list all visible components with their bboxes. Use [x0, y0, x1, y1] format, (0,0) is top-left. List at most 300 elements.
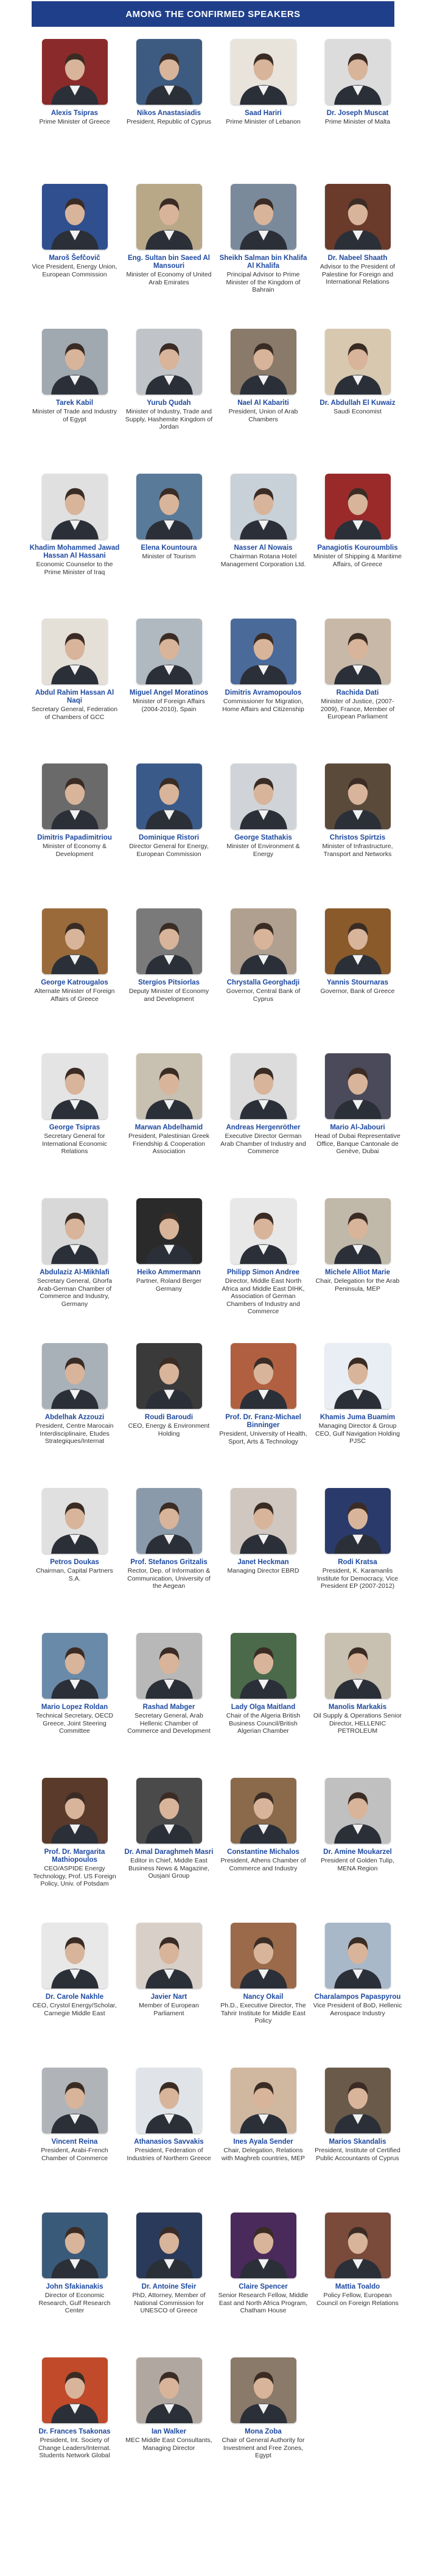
- speaker-photo: [231, 474, 296, 539]
- speaker-name: Mario Lopez Roldan: [41, 1704, 108, 1711]
- speaker-title: Chairman, Capital Partners S.A.: [36, 1567, 113, 1582]
- speaker-title: President of Golden Tulip, MENA Region: [321, 1857, 394, 1872]
- speaker-card: [122, 1778, 216, 1923]
- speaker-title: Member of European Parliament: [139, 2002, 199, 2017]
- speaker-title: Prime Minister of Lebanon: [226, 118, 301, 125]
- speaker-card: [310, 908, 405, 1053]
- speaker-card: [27, 1923, 122, 2068]
- portrait-silhouette-icon: [136, 474, 202, 539]
- portrait-silhouette-icon: [136, 2357, 202, 2423]
- speaker-name: Athanasios Savvakis: [134, 2138, 204, 2146]
- portrait-silhouette-icon: [325, 763, 391, 829]
- portrait-silhouette-icon: [231, 184, 296, 250]
- speaker-name: Andreas Hergenröther: [226, 1124, 301, 1131]
- portrait-silhouette-icon: [42, 2213, 108, 2278]
- speaker-title: Commissioner for Migration, Home Affairs and Citizenship: [222, 698, 304, 713]
- speaker-photo: [325, 763, 391, 829]
- speaker-photo: [42, 1053, 108, 1119]
- speaker-photo: [42, 1198, 108, 1264]
- speaker-card: [310, 2213, 405, 2357]
- speaker-name: Dr. Frances Tsakonas: [38, 2428, 111, 2435]
- speaker-photo: [231, 1923, 296, 1988]
- portrait-silhouette-icon: [136, 184, 202, 250]
- speaker-card: [27, 1633, 122, 1778]
- speaker-card: [27, 39, 122, 184]
- speaker-card: [216, 329, 310, 474]
- speaker-title: President, Federation of Industries of Northern Greece: [127, 2147, 211, 2162]
- speaker-name: Rashad Mabger: [142, 1704, 195, 1711]
- portrait-silhouette-icon: [231, 1633, 296, 1699]
- speaker-photo: [42, 763, 108, 829]
- portrait-silhouette-icon: [42, 329, 108, 395]
- speaker-photo: [42, 1923, 108, 1988]
- portrait-silhouette-icon: [136, 2213, 202, 2278]
- speaker-title: CEO, Energy & Environment Holding: [128, 1422, 210, 1437]
- portrait-silhouette-icon: [325, 1778, 391, 1844]
- speaker-card: [122, 1198, 216, 1343]
- portrait-silhouette-icon: [42, 1343, 108, 1409]
- speaker-photo: [136, 1053, 202, 1119]
- portrait-silhouette-icon: [42, 2357, 108, 2423]
- speaker-photo: [231, 619, 296, 684]
- speaker-name: Dr. Amine Moukarzel: [323, 1848, 392, 1856]
- speaker-card: [122, 619, 216, 763]
- speaker-photo: [325, 474, 391, 539]
- speaker-name: Yannis Stournaras: [327, 979, 388, 986]
- speaker-title: Chair of the Algeria British Business Council/British Algerian Chamber: [226, 1712, 301, 1735]
- speaker-name: Janet Heckman: [237, 1559, 289, 1566]
- speaker-title: Secretary General for International Economic Relations: [42, 1132, 107, 1155]
- speaker-name: Mona Zoba: [245, 2428, 282, 2435]
- speaker-title: President, Republic of Cyprus: [127, 118, 211, 125]
- speaker-name: George Katrougalos: [41, 979, 108, 986]
- speaker-photo: [231, 908, 296, 974]
- speaker-name: Abdul Rahim Hassan Al Naqi: [35, 689, 114, 704]
- portrait-silhouette-icon: [231, 763, 296, 829]
- speaker-name: Yurub Qudah: [147, 399, 191, 407]
- portrait-silhouette-icon: [136, 908, 202, 974]
- speaker-title: Prime Minister of Malta: [324, 118, 391, 125]
- portrait-silhouette-icon: [231, 619, 296, 684]
- speaker-name: Claire Spencer: [239, 2283, 288, 2290]
- portrait-silhouette-icon: [136, 1053, 202, 1119]
- speaker-title: Governor, Central Bank of Cyprus: [226, 988, 301, 1003]
- speaker-photo: [325, 2213, 391, 2278]
- portrait-silhouette-icon: [231, 2213, 296, 2278]
- speaker-title: President, Athens Chamber of Commerce and Industry: [220, 1857, 306, 1872]
- speaker-photo: [325, 329, 391, 395]
- speaker-card: [122, 39, 216, 184]
- speaker-card: [310, 184, 405, 329]
- speaker-card: [310, 329, 405, 474]
- speaker-title: Deputy Minister of Economy and Development: [128, 988, 209, 1003]
- speaker-photo: [231, 2068, 296, 2133]
- speaker-title: PhD, Attorney, Member of National Commission for UNESCO of Greece: [132, 2292, 206, 2314]
- speaker-card: [27, 184, 122, 329]
- speaker-name: John Sfakianakis: [46, 2283, 103, 2290]
- speaker-name: Abdulaziz Al-Mikhlafi: [40, 1269, 110, 1276]
- speaker-name: Nikos Anastasiadis: [136, 110, 201, 117]
- speaker-card: [310, 1778, 405, 1923]
- speaker-title: Executive Director German Arab Chamber of Industry and Commerce: [220, 1132, 306, 1155]
- speaker-title: CEO, Crystol Energy/Scholar, Carnegie Middle East: [32, 2002, 117, 2017]
- speaker-photo: [325, 1778, 391, 1844]
- speaker-card: [122, 474, 216, 619]
- speaker-card: [310, 1633, 405, 1778]
- speaker-photo: [136, 1778, 202, 1844]
- speaker-title: Chair, Delegation, Relations with Maghreb countries, MEP: [221, 2147, 306, 2162]
- speaker-card: [310, 1923, 405, 2068]
- speaker-photo: [231, 1778, 296, 1844]
- portrait-silhouette-icon: [325, 1488, 391, 1554]
- speaker-title: Head of Dubai Representative Office, Banque Cantonale de Genève, Dubai: [315, 1132, 400, 1155]
- portrait-silhouette-icon: [325, 619, 391, 684]
- portrait-silhouette-icon: [136, 1778, 202, 1844]
- speaker-card: [27, 2357, 122, 2502]
- speaker-card: [216, 2213, 310, 2357]
- speaker-card: [122, 1488, 216, 1633]
- speaker-photo: [231, 184, 296, 250]
- speaker-card: [122, 1633, 216, 1778]
- speaker-name: Tarek Kabil: [55, 399, 94, 407]
- speaker-title: Ph.D., Executive Director, The Tahrir Institute for Middle East Policy: [220, 2002, 306, 2024]
- speaker-title: President, Palestinian Greek Friendship & Cooperation Association: [128, 1132, 210, 1155]
- speaker-title: Chairman Rotana Hotel Management Corporation Ltd.: [220, 553, 306, 568]
- speaker-card: [122, 908, 216, 1053]
- portrait-silhouette-icon: [136, 2068, 202, 2133]
- speaker-photo: [231, 1488, 296, 1554]
- speaker-name: Elena Kountoura: [141, 544, 197, 552]
- speaker-name: Khadim Mohammed Jawad Hassan Al Hassani: [29, 544, 120, 560]
- speaker-photo: [136, 474, 202, 539]
- portrait-silhouette-icon: [325, 1343, 391, 1409]
- speaker-photo: [231, 2357, 296, 2423]
- speaker-card: [310, 1198, 405, 1343]
- speaker-name: Petros Doukas: [50, 1559, 99, 1566]
- speaker-photo: [136, 1633, 202, 1699]
- speaker-name: Stergios Pitsiorlas: [138, 979, 200, 986]
- speaker-name: Prof. Dr. Franz-Michael Binninger: [225, 1414, 301, 1429]
- speaker-photo: [325, 184, 391, 250]
- speaker-name: Nael Al Kabariti: [237, 399, 289, 407]
- speaker-title: Minister of Tourism: [142, 553, 196, 560]
- speaker-name: Mario Al-Jabouri: [330, 1124, 385, 1131]
- speaker-photo: [136, 1923, 202, 1988]
- portrait-silhouette-icon: [231, 1923, 296, 1988]
- portrait-silhouette-icon: [42, 1923, 108, 1988]
- speaker-title: Chair of General Authority for Investment and Free Zones, Egypt: [222, 2437, 305, 2459]
- speaker-card: [216, 1488, 310, 1633]
- speaker-card: [27, 908, 122, 1053]
- portrait-silhouette-icon: [136, 1488, 202, 1554]
- speaker-title: Advisor to the President of Palestine for Foreign and International Relations: [320, 263, 396, 286]
- speaker-photo: [231, 329, 296, 395]
- speaker-title: President, Institute of Certified Public Accountants of Cyprus: [315, 2147, 400, 2162]
- portrait-silhouette-icon: [325, 184, 391, 250]
- speaker-title: Vice President, Energy Union, European Commission: [32, 263, 117, 278]
- speaker-title: President, Union of Arab Chambers: [228, 408, 298, 423]
- speaker-card: [216, 619, 310, 763]
- portrait-silhouette-icon: [325, 1198, 391, 1264]
- speaker-card: [216, 474, 310, 619]
- speaker-card: [27, 2213, 122, 2357]
- speaker-photo: [136, 1488, 202, 1554]
- speaker-photo: [136, 1198, 202, 1264]
- speaker-card: [310, 1488, 405, 1633]
- speaker-title: Minister of Industry, Trade and Supply, Hashemite Kingdom of Jordan: [125, 408, 213, 430]
- speaker-card: [216, 2357, 310, 2502]
- speaker-name: Alexis Tsipras: [51, 110, 99, 117]
- speaker-card: [216, 39, 310, 184]
- speaker-photo: [136, 2068, 202, 2133]
- speaker-name: Mattia Toaldo: [335, 2283, 380, 2290]
- speaker-name: Dr. Antoine Sfeir: [141, 2283, 197, 2290]
- speaker-photo: [136, 908, 202, 974]
- speaker-card: [310, 2068, 405, 2213]
- speaker-photo: [42, 1633, 108, 1699]
- portrait-silhouette-icon: [42, 1053, 108, 1119]
- speaker-title: President, Int. Society of Change Leaders/Internat. Students Network Global: [38, 2437, 111, 2459]
- speaker-photo: [42, 908, 108, 974]
- speaker-title: Director of Economic Research, Gulf Research Center: [38, 2292, 111, 2314]
- speaker-card: [27, 1488, 122, 1633]
- speaker-card: [216, 763, 310, 908]
- speaker-title: President, University of Health, Sport, Arts & Technology: [219, 1430, 307, 1445]
- speaker-photo: [42, 1343, 108, 1409]
- speaker-photo: [231, 1198, 296, 1264]
- speaker-photo: [231, 1343, 296, 1409]
- speaker-title: Secretary General, Ghorfa Arab-German Chamber of Commerce and Industry, Germany: [37, 1277, 113, 1308]
- portrait-silhouette-icon: [42, 763, 108, 829]
- speaker-name: Dr. Abdullah El Kuwaiz: [320, 399, 396, 407]
- speaker-photo: [325, 1488, 391, 1554]
- portrait-silhouette-icon: [136, 619, 202, 684]
- speaker-card: [122, 2068, 216, 2213]
- portrait-silhouette-icon: [231, 908, 296, 974]
- portrait-silhouette-icon: [325, 1633, 391, 1699]
- portrait-silhouette-icon: [136, 1198, 202, 1264]
- speaker-photo: [325, 1343, 391, 1409]
- speaker-card: [27, 1198, 122, 1343]
- speaker-photo: [42, 1778, 108, 1844]
- speaker-card: [27, 1053, 122, 1198]
- speaker-name: Eng. Sultan bin Saeed Al Mansouri: [127, 254, 211, 270]
- speaker-name: Dimitris Avramopoulos: [225, 689, 302, 697]
- portrait-silhouette-icon: [231, 2068, 296, 2133]
- portrait-silhouette-icon: [231, 39, 296, 105]
- speaker-title: Policy Fellow, European Council on Foreign Relations: [316, 2292, 399, 2307]
- speaker-card: [310, 1053, 405, 1198]
- speaker-title: Minister of Environment & Energy: [226, 843, 300, 858]
- speaker-title: MEC Middle East Consultants, Managing Director: [125, 2437, 212, 2452]
- speaker-name: Nancy Okail: [243, 1993, 284, 2001]
- speaker-card: [310, 1343, 405, 1488]
- portrait-silhouette-icon: [231, 1488, 296, 1554]
- speaker-card: [27, 763, 122, 908]
- speaker-photo: [231, 39, 296, 105]
- speaker-card: [122, 1053, 216, 1198]
- speaker-name: Rachida Dati: [336, 689, 379, 697]
- speaker-photo: [231, 1633, 296, 1699]
- speaker-card: [310, 619, 405, 763]
- speaker-card: [216, 1633, 310, 1778]
- speaker-card: [122, 1923, 216, 2068]
- portrait-silhouette-icon: [325, 329, 391, 395]
- speaker-photo: [325, 1198, 391, 1264]
- speaker-name: Dr. Amal Daraghmeh Masri: [124, 1848, 214, 1856]
- speaker-title: Alternate Minister of Foreign Affairs of Greece: [34, 988, 115, 1003]
- portrait-silhouette-icon: [325, 39, 391, 105]
- speaker-card: [27, 329, 122, 474]
- speaker-grid: [27, 39, 405, 2502]
- speaker-name: Ines Ayala Sender: [233, 2138, 293, 2146]
- speaker-name: Heiko Ammermann: [137, 1269, 201, 1276]
- speaker-name: Chrystalla Georghadji: [226, 979, 300, 986]
- portrait-silhouette-icon: [325, 1923, 391, 1988]
- speaker-title: Minister of Shipping & Maritime Affairs, of Greece: [313, 553, 402, 568]
- portrait-silhouette-icon: [136, 1923, 202, 1988]
- speaker-name: Philipp Simon Andree: [226, 1269, 300, 1276]
- portrait-silhouette-icon: [42, 474, 108, 539]
- speaker-name: Rodi Kratsa: [338, 1559, 377, 1566]
- speaker-card: [216, 908, 310, 1053]
- speaker-photo: [325, 39, 391, 105]
- speaker-name: Panagiotis Kouroumblis: [317, 544, 398, 552]
- speaker-title: Minister of Economy & Development: [42, 843, 107, 858]
- speaker-photo: [231, 2213, 296, 2278]
- portrait-silhouette-icon: [136, 329, 202, 395]
- speaker-title: Director General for Energy, European Commission: [129, 843, 209, 858]
- portrait-silhouette-icon: [42, 1633, 108, 1699]
- speaker-title: Vice President of BoD, Hellenic Aerospace Industry: [313, 2002, 402, 2017]
- speaker-card: [216, 184, 310, 329]
- speaker-card: [216, 2068, 310, 2213]
- speaker-title: Partner, Roland Berger Germany: [136, 1277, 202, 1293]
- speaker-title: Minister of Infrastructure, Transport and Networks: [322, 843, 393, 858]
- speaker-photo: [42, 2357, 108, 2423]
- speaker-photo: [136, 329, 202, 395]
- speaker-photo: [42, 619, 108, 684]
- speaker-title: Editor in Chief, Middle East Business News & Magazine, Ousjani Group: [128, 1857, 210, 1879]
- speaker-name: Dominique Ristori: [138, 834, 200, 841]
- speaker-photo: [42, 474, 108, 539]
- speaker-photo: [325, 908, 391, 974]
- speaker-title: Director, Middle East North Africa and Middle East DIHK, Association of German Chambers of Industry and Commerce: [222, 1277, 305, 1315]
- speaker-name: Lady Olga Maitland: [231, 1704, 296, 1711]
- speaker-name: Constantine Michalos: [227, 1848, 299, 1856]
- speaker-photo: [231, 1053, 296, 1119]
- speaker-name: George Stathakis: [234, 834, 292, 841]
- portrait-silhouette-icon: [231, 1053, 296, 1119]
- speaker-name: Dimitris Papadimitriou: [37, 834, 112, 841]
- speaker-name: Christos Spirtzis: [329, 834, 386, 841]
- portrait-silhouette-icon: [42, 2068, 108, 2133]
- speaker-name: Dr. Nabeel Shaath: [327, 254, 388, 262]
- speaker-card: [310, 39, 405, 184]
- speaker-photo: [325, 2068, 391, 2133]
- speaker-card: [310, 474, 405, 619]
- speaker-title: Secretary General, Federation of Chambers of GCC: [31, 706, 118, 721]
- speaker-title: President, Centre Marocain Interdisciplinaire, Etudes Strategiques/Internat: [35, 1422, 114, 1445]
- speaker-card: [216, 1198, 310, 1343]
- speaker-photo: [42, 2068, 108, 2133]
- speaker-card: [27, 619, 122, 763]
- speaker-name: Ian Walker: [151, 2428, 187, 2435]
- speaker-photo: [42, 184, 108, 250]
- speaker-title: President, K. Karamanlis Institute for Democracy, Vice President EP (2007-2012): [316, 1567, 399, 1590]
- portrait-silhouette-icon: [325, 474, 391, 539]
- speaker-title: Economic Counselor to the Prime Minister of Iraq: [36, 561, 113, 576]
- speaker-card: [27, 1343, 122, 1488]
- speaker-photo: [136, 39, 202, 105]
- speaker-title: Managing Director EBRD: [227, 1567, 299, 1574]
- speaker-photo: [136, 2357, 202, 2423]
- speaker-name: Dr. Carole Nakhle: [45, 1993, 104, 2001]
- speaker-card: [122, 329, 216, 474]
- portrait-silhouette-icon: [136, 1633, 202, 1699]
- speaker-card: [122, 184, 216, 329]
- portrait-silhouette-icon: [42, 619, 108, 684]
- speaker-name: Javier Nart: [150, 1993, 187, 2001]
- speaker-card: [122, 2357, 216, 2502]
- portrait-silhouette-icon: [42, 908, 108, 974]
- speaker-title: Principal Advisor to Prime Minister of the Kingdom of Bahrain: [226, 271, 301, 293]
- speaker-name: Roudi Baroudi: [144, 1414, 194, 1421]
- speaker-title: Chair, Delegation for the Arab Peninsula, MEP: [315, 1277, 400, 1293]
- speaker-title: Minister of Foreign Affairs (2004-2010), Spain: [133, 698, 205, 713]
- speaker-card: [122, 2213, 216, 2357]
- portrait-silhouette-icon: [42, 1198, 108, 1264]
- speaker-photo: [136, 2213, 202, 2278]
- portrait-silhouette-icon: [42, 184, 108, 250]
- speaker-photo: [136, 619, 202, 684]
- speaker-name: Manolis Markakis: [328, 1704, 387, 1711]
- speaker-title: CEO/ASPIDE Energy Technology, Prof. US Foreign Policy, Univ. of Potsdam: [33, 1865, 116, 1887]
- portrait-silhouette-icon: [325, 908, 391, 974]
- speaker-card: [27, 474, 122, 619]
- speaker-title: Minister of Justice, (2007-2009), France, Member of European Parliament: [320, 698, 395, 720]
- portrait-silhouette-icon: [42, 1778, 108, 1844]
- portrait-silhouette-icon: [231, 1198, 296, 1264]
- speaker-name: Marwan Abdelhamid: [134, 1124, 203, 1131]
- speaker-photo: [325, 1633, 391, 1699]
- speaker-name: Maroš Šefčovič: [49, 254, 100, 262]
- speaker-title: Governor, Bank of Greece: [320, 988, 395, 995]
- speaker-title: President, Arabi-French Chamber of Commerce: [41, 2147, 108, 2162]
- speaker-name: Nasser Al Nowais: [234, 544, 293, 552]
- speaker-photo: [231, 763, 296, 829]
- portrait-silhouette-icon: [325, 1053, 391, 1119]
- portrait-silhouette-icon: [42, 1488, 108, 1554]
- speaker-card: [216, 1343, 310, 1488]
- speaker-photo: [325, 619, 391, 684]
- speaker-card: [27, 2068, 122, 2213]
- speaker-title: Managing Director & Group CEO, Gulf Navigation Holding PJSC: [315, 1422, 400, 1445]
- speaker-photo: [136, 184, 202, 250]
- speaker-card: [122, 763, 216, 908]
- portrait-silhouette-icon: [136, 39, 202, 105]
- speaker-name: Charalampos Papaspyrou: [314, 1993, 401, 2001]
- speaker-title: Minister of Economy of United Arab Emirates: [126, 271, 212, 286]
- speakers-banner: AMONG THE CONFIRMED SPEAKERS: [32, 1, 394, 27]
- speaker-photo: [136, 1343, 202, 1409]
- speaker-name: Prof. Dr. Margarita Mathiopoulos: [44, 1848, 105, 1864]
- speaker-title: Technical Secretary, OECD Greece, Joint Steering Committee: [35, 1712, 113, 1735]
- speaker-photo: [42, 329, 108, 395]
- speaker-title: Prime Minister of Greece: [39, 118, 110, 125]
- portrait-silhouette-icon: [325, 2213, 391, 2278]
- speaker-name: Sheikh Salman bin Khalifa Al Khalifa: [219, 254, 307, 270]
